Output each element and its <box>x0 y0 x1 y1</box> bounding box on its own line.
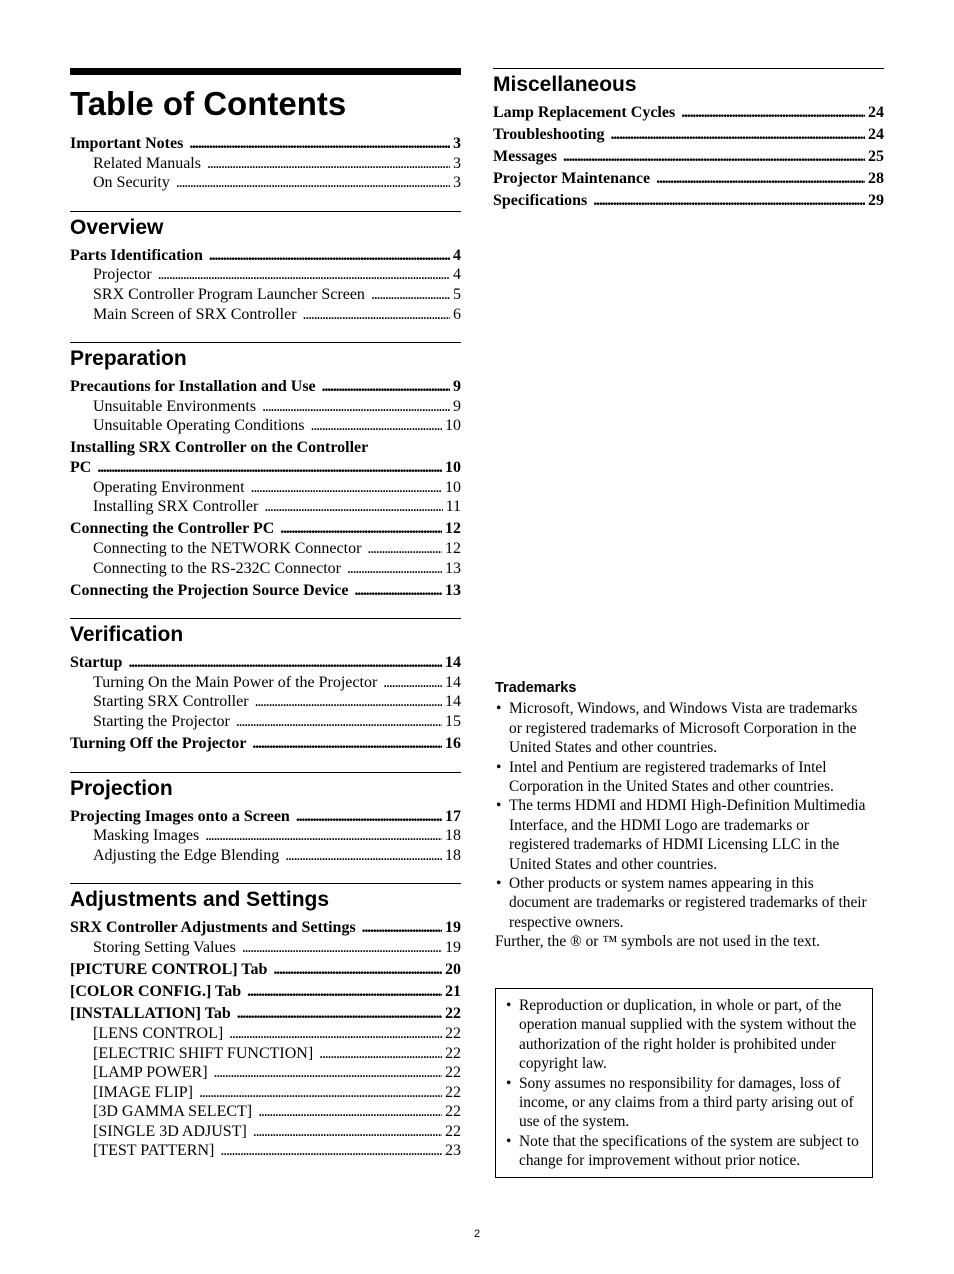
dot-leader <box>319 1044 442 1064</box>
toc-entry-text: Main Screen of SRX Controller <box>93 305 297 323</box>
dot-leader <box>656 169 865 189</box>
dot-leader <box>199 1083 442 1103</box>
toc-entry[interactable] <box>70 497 461 517</box>
trademark-item: • The terms HDMI and HDMI High-Definition Multimedia Interface, and the HDMI Logo are trademarks or registered trademarks of HDMI Licensing LLC in the United States and other countries. <box>495 796 871 874</box>
trademark-item: • Microsoft, Windows, and Windows Vista are trademarks or registered trademarks of Microsoft Corporation in the United States and other countries. <box>495 699 871 757</box>
dot-leader <box>229 1024 442 1044</box>
toc-section-miscellaneous <box>493 68 884 211</box>
toc-entry-text: Connecting to the NETWORK Connector <box>93 539 362 557</box>
dot-leader <box>205 826 442 846</box>
toc-entry[interactable] <box>70 1044 461 1064</box>
toc-entry[interactable] <box>70 154 461 174</box>
toc-page-number: 29 <box>868 192 884 210</box>
toc-page-number: 4 <box>453 246 461 264</box>
section-heading: Preparation <box>70 342 461 369</box>
toc-page-number: 22 <box>445 1083 461 1101</box>
toc-entry[interactable] <box>70 1004 461 1024</box>
dot-leader <box>367 539 442 559</box>
toc-page-number: 3 <box>453 154 461 172</box>
dot-leader <box>158 265 450 285</box>
toc-entry[interactable] <box>493 169 884 189</box>
toc-page-number: 12 <box>445 520 461 538</box>
toc-entry[interactable] <box>70 826 461 846</box>
toc-entry-text: Masking Images <box>93 827 200 845</box>
toc-entry[interactable] <box>70 960 461 980</box>
toc-page-number: 9 <box>453 397 461 415</box>
toc-entry[interactable] <box>70 846 461 866</box>
toc-entry[interactable] <box>70 559 461 579</box>
toc-entry-text: [COLOR CONFIG.] Tab <box>70 983 242 1001</box>
toc-page-number: 10 <box>445 459 461 477</box>
toc-entry-text: Operating Environment <box>93 478 245 496</box>
toc-page-number: 14 <box>445 693 461 711</box>
section-heading: Miscellaneous <box>493 68 884 95</box>
dot-leader <box>303 305 450 325</box>
toc-entry-text: Storing Setting Values <box>93 939 236 957</box>
toc-page-number: 24 <box>868 104 884 121</box>
toc-entry-text: Troubleshooting <box>493 126 605 144</box>
toc-entry[interactable] <box>70 519 461 539</box>
toc-entry-text: SRX Controller Program Launcher Screen <box>93 285 365 303</box>
toc-entry-text: Unsuitable Environments <box>93 397 257 415</box>
toc-entry[interactable] <box>70 1024 461 1044</box>
trademarks-footer: Further, the ® or ™ symbols are not used in the text. <box>495 933 820 951</box>
toc-page-number: 13 <box>445 559 461 577</box>
toc-page-number: 28 <box>868 170 884 188</box>
toc-entry-text: Installing SRX Controller <box>93 498 259 516</box>
dot-leader <box>262 397 450 417</box>
toc-page-number: 16 <box>445 735 461 753</box>
toc-page-number: 18 <box>445 846 461 864</box>
toc-entry[interactable] <box>70 982 461 1002</box>
toc-entry-text: [LAMP POWER] <box>93 1064 208 1082</box>
section-heading: Projection <box>70 772 461 799</box>
toc-page-number: 11 <box>445 498 461 516</box>
toc-section <box>70 134 461 193</box>
dot-leader <box>189 134 450 154</box>
toc-entry[interactable] <box>70 285 461 305</box>
toc-page-number: 14 <box>445 673 461 691</box>
toc-entry-text: Turning Off the Projector <box>70 735 247 753</box>
dot-leader <box>128 653 442 673</box>
trademarks-block <box>495 679 871 952</box>
dot-leader <box>247 982 442 1002</box>
toc-entry-text: Projecting Images onto a Screen <box>70 807 290 825</box>
trademarks-list <box>495 699 871 932</box>
dot-leader <box>258 1102 442 1122</box>
toc-entry-text: Starting the Projector <box>93 712 230 730</box>
toc-page-number: 18 <box>445 827 461 845</box>
notice-item: • Reproduction or duplication, in whole or part, of the operation manual supplied with the system without the authorization of the right holder is prohibited under copyright law. <box>505 996 866 1074</box>
toc-entry-text: Projector <box>93 266 152 284</box>
section-heading: Adjustments and Settings <box>70 883 461 910</box>
dot-leader <box>264 497 442 517</box>
notice-list <box>505 996 866 1171</box>
page-number: 2 <box>473 1228 481 1240</box>
toc-page-number: 3 <box>453 174 461 192</box>
copyright-notice-box <box>495 988 873 1178</box>
toc-entry[interactable] <box>70 305 461 325</box>
toc-entry-text: Connecting the Projection Source Device <box>70 581 349 599</box>
toc-page-number: 20 <box>445 961 461 979</box>
dot-leader <box>251 478 442 498</box>
toc-page-number: 19 <box>445 919 461 937</box>
toc-entry-text: Turning On the Main Power of the Projector <box>93 673 378 691</box>
toc-entry-text: Startup <box>70 654 123 672</box>
toc-entry-text: Important Notes <box>70 135 184 152</box>
dot-leader <box>236 712 442 732</box>
title-rule <box>70 68 461 75</box>
toc-page-number: 13 <box>445 581 461 599</box>
dot-leader <box>209 246 450 266</box>
notice-item: • Note that the specifications of the system are subject to change for improvement without prior notice. <box>505 1132 866 1171</box>
dot-leader <box>347 559 442 579</box>
toc-entries <box>493 103 884 211</box>
toc-page-number: 19 <box>445 939 461 957</box>
toc-entry[interactable] <box>70 692 461 712</box>
toc-entry[interactable] <box>70 581 461 601</box>
toc-section-projection <box>70 772 461 866</box>
toc-entry-text: [INSTALLATION] Tab <box>70 1005 231 1023</box>
toc-left-column <box>70 68 461 1161</box>
toc-entry-text: Connecting to the RS-232C Connector <box>93 559 341 577</box>
toc-entry-text: [PICTURE CONTROL] Tab <box>70 961 268 979</box>
toc-entry[interactable] <box>493 103 884 123</box>
toc-entry[interactable] <box>70 938 461 958</box>
toc-page-number: 14 <box>445 654 461 672</box>
toc-entry[interactable] <box>70 1063 461 1083</box>
dot-leader <box>176 173 450 193</box>
toc-section-adjustments-and-settings <box>70 883 461 1161</box>
dot-leader <box>242 938 442 958</box>
toc-page-number: 5 <box>453 285 461 303</box>
toc-entry-text: Starting SRX Controller <box>93 693 249 711</box>
toc-entry-text: On Security <box>93 174 170 192</box>
toc-page-number: 3 <box>453 135 461 152</box>
dot-leader <box>214 1063 442 1083</box>
toc-page-number: 10 <box>445 478 461 496</box>
toc-entry[interactable] <box>70 416 461 436</box>
toc-page-number: 21 <box>445 983 461 1001</box>
toc-page-number: 22 <box>445 1024 461 1042</box>
toc-entry-text: Connecting the Controller PC <box>70 520 275 538</box>
toc-page-number: 23 <box>445 1142 461 1160</box>
toc-entry-text[interactable]: Installing SRX Controller on the Controller <box>70 439 369 457</box>
trademarks-heading: Trademarks <box>495 680 577 696</box>
dot-leader <box>593 191 865 211</box>
toc-entry-text: [3D GAMMA SELECT] <box>93 1103 253 1121</box>
section-heading: Verification <box>70 618 461 645</box>
dot-leader <box>610 125 865 145</box>
toc-page-number: 9 <box>453 378 461 396</box>
dot-leader <box>311 416 442 436</box>
dot-leader <box>97 458 442 478</box>
toc-entry[interactable] <box>493 147 884 167</box>
toc-page-number: 24 <box>868 126 884 144</box>
dot-leader <box>563 147 865 167</box>
toc-entry[interactable] <box>70 918 461 938</box>
dot-leader <box>237 1004 442 1024</box>
dot-leader <box>220 1141 442 1161</box>
dot-leader <box>253 1122 442 1142</box>
toc-section-overview <box>70 211 461 324</box>
toc-entry-text: Specifications <box>493 192 588 210</box>
toc-entry[interactable] <box>70 1083 461 1103</box>
section-heading: Overview <box>70 211 461 238</box>
dot-leader <box>285 846 442 866</box>
dot-leader <box>273 960 442 980</box>
trademark-item: • Other products or system names appearing in this document are trademarks or registered trademarks of their respective owners. <box>495 874 871 932</box>
toc-page-number: 22 <box>445 1044 461 1062</box>
toc-entry[interactable] <box>70 712 461 732</box>
dot-leader <box>322 377 450 397</box>
toc-entry[interactable] <box>70 173 461 193</box>
toc-entry[interactable] <box>70 265 461 285</box>
toc-page-number: 17 <box>445 807 461 825</box>
dot-leader <box>371 285 450 305</box>
toc-section-verification <box>70 618 461 753</box>
toc-entry-text: Messages <box>493 148 557 166</box>
toc-right-column <box>493 68 884 211</box>
toc-entry[interactable] <box>70 1102 461 1122</box>
toc-page-number: 6 <box>453 305 461 323</box>
toc-entry[interactable] <box>70 653 461 673</box>
toc-page-number: 22 <box>445 1064 461 1082</box>
toc-page-number: 15 <box>445 712 461 730</box>
dot-leader <box>296 807 442 827</box>
toc-entry[interactable] <box>493 191 884 211</box>
toc-page-number: 25 <box>868 148 884 166</box>
toc-entry[interactable] <box>70 539 461 559</box>
dot-leader <box>681 103 865 123</box>
toc-entry-text: Precautions for Installation and Use <box>70 378 316 396</box>
toc-entry-continuation: PC <box>70 459 92 477</box>
toc-entry-text: Related Manuals <box>93 154 201 172</box>
toc-page-number: 22 <box>445 1005 461 1023</box>
toc-entry[interactable] <box>70 734 461 754</box>
dot-leader <box>362 918 442 938</box>
toc-page-number: 12 <box>445 539 461 557</box>
dot-leader <box>255 692 442 712</box>
toc-entry[interactable] <box>70 478 461 498</box>
toc-entry-text: SRX Controller Adjustments and Settings <box>70 919 356 937</box>
toc-entry-text: Lamp Replacement Cycles <box>493 104 676 121</box>
toc-entry[interactable] <box>70 673 461 693</box>
toc-section-preparation <box>70 342 461 600</box>
toc-entry[interactable] <box>70 377 461 397</box>
toc-entry-text: [IMAGE FLIP] <box>93 1083 193 1101</box>
toc-sections <box>70 134 461 1161</box>
page-title: Table of Contents <box>70 85 347 122</box>
toc-page-number: 22 <box>445 1103 461 1121</box>
dot-leader <box>280 519 442 539</box>
toc-entry[interactable] <box>70 1122 461 1142</box>
toc-entry[interactable] <box>70 397 461 417</box>
toc-entry-text: [LENS CONTROL] <box>93 1024 224 1042</box>
dot-leader <box>207 154 450 174</box>
toc-entry[interactable] <box>70 458 461 478</box>
toc-entry-text: Projector Maintenance <box>493 170 651 188</box>
toc-entry[interactable] <box>70 246 461 266</box>
toc-entry[interactable] <box>70 134 461 154</box>
toc-entry-text: [TEST PATTERN] <box>93 1142 215 1160</box>
dot-leader <box>383 673 442 693</box>
toc-entry-text: [ELECTRIC SHIFT FUNCTION] <box>93 1044 314 1062</box>
toc-entry[interactable] <box>493 125 884 145</box>
dot-leader <box>252 734 442 754</box>
toc-page-number: 22 <box>445 1122 461 1140</box>
dot-leader <box>354 581 442 601</box>
trademark-item: • Intel and Pentium are registered trademarks of Intel Corporation in the United States and other countries. <box>495 758 871 797</box>
toc-entry[interactable] <box>70 807 461 827</box>
toc-entry[interactable] <box>70 1141 461 1161</box>
notice-item: • Sony assumes no responsibility for damages, loss of income, or any claims from a third party arising out of use of the system. <box>505 1074 866 1132</box>
toc-page-number: 10 <box>445 417 461 435</box>
toc-entry-text: [SINGLE 3D ADJUST] <box>93 1122 247 1140</box>
toc-entry-text: Unsuitable Operating Conditions <box>93 417 305 435</box>
toc-page-number: 4 <box>453 266 461 284</box>
toc-entry-text: Adjusting the Edge Blending <box>93 846 280 864</box>
toc-entry-text: Parts Identification <box>70 246 203 264</box>
